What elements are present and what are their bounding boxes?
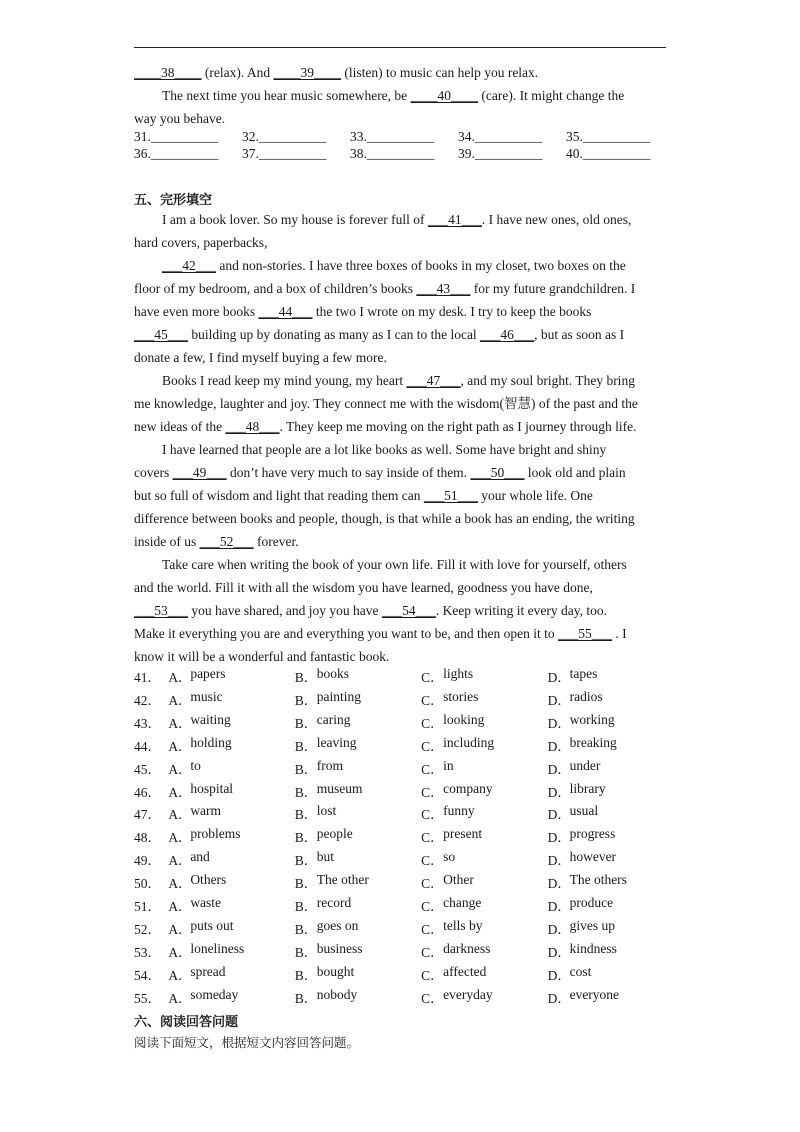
option-text: produce — [569, 895, 614, 910]
passage-text: Take care when writing the book of your own life. Fill it with love for yourself, others — [162, 557, 627, 572]
option-letter: A． — [168, 899, 192, 914]
passage-text: have even more books — [134, 304, 259, 319]
option-letter: B． — [294, 715, 318, 731]
option-letter: B． — [294, 761, 318, 777]
option-choice-a[interactable] — [168, 666, 294, 689]
option-text: loneliness — [190, 940, 245, 956]
option-letter: B． — [294, 876, 318, 892]
option-choice-a[interactable] — [168, 735, 294, 758]
option-text: progress — [569, 826, 616, 842]
passage-line — [134, 461, 666, 484]
option-text: usual — [569, 803, 599, 819]
option-text: waste — [190, 895, 222, 910]
option-choice-a[interactable] — [168, 712, 294, 735]
passage-line — [134, 484, 666, 507]
option-text: lights — [443, 666, 474, 681]
option-text: record — [316, 895, 352, 910]
passage-text: covers — [134, 465, 173, 480]
option-letter: C． — [421, 876, 444, 892]
option-letter: C． — [421, 761, 444, 777]
passage-line — [134, 323, 666, 346]
option-letter: A． — [168, 692, 192, 708]
option-letter: D． — [547, 670, 571, 685]
passage-line — [134, 507, 666, 530]
passage-line — [134, 553, 694, 576]
option-choice-a[interactable] — [168, 689, 294, 712]
cloze-blank[interactable]: ___51___ — [423, 488, 478, 503]
option-row — [134, 826, 674, 849]
option-choice-c[interactable] — [421, 849, 547, 872]
blank-38[interactable]: ____38____ — [134, 65, 202, 80]
option-text: goes on — [316, 917, 359, 933]
option-letter: D． — [547, 784, 571, 800]
question-number: 51． — [134, 899, 161, 914]
option-choice-b[interactable] — [295, 803, 421, 826]
cloze-blank[interactable]: ___48___ — [225, 419, 280, 434]
passage-text: look old and plain — [524, 465, 626, 480]
question-number: 54． — [134, 967, 161, 983]
option-text: looking — [443, 711, 485, 727]
question-number: 53． — [134, 944, 161, 960]
option-choice-a[interactable] — [168, 941, 294, 964]
option-choice-b[interactable] — [295, 781, 421, 804]
option-text: tells by — [443, 917, 483, 933]
answer-row — [134, 146, 674, 162]
answer-blank[interactable]: 38.__________ — [350, 146, 435, 161]
option-letter: D． — [547, 876, 571, 892]
option-letter: A． — [168, 784, 192, 800]
option-choice-b[interactable] — [295, 712, 421, 735]
option-letter: D． — [547, 761, 571, 777]
option-choice-c[interactable] — [421, 735, 547, 758]
cloze-blank[interactable]: ___45___ — [134, 327, 188, 342]
text-line: The next time you hear music somewhere, be ____40____ (care). It might change the — [134, 84, 694, 107]
option-text: The other — [316, 872, 369, 888]
option-choice-a[interactable] — [168, 758, 294, 781]
option-text: however — [569, 849, 617, 865]
option-letter: A． — [168, 830, 192, 846]
option-letter: D． — [547, 921, 571, 937]
option-choice-b[interactable] — [295, 872, 421, 895]
option-letter: B． — [294, 830, 318, 846]
option-letter: B． — [294, 967, 318, 983]
section-instruction: 阅读下面短文，根据短文内容回答问题。 — [134, 1035, 360, 1050]
passage-text: and the world. Fill it with all the wisdom you have learned, goodness you have done, — [134, 580, 593, 595]
option-text: so — [443, 849, 456, 865]
option-letter: A． — [168, 715, 192, 731]
option-choice-c[interactable] — [421, 666, 547, 689]
option-text: warm — [190, 803, 222, 819]
passage-text: . They keep me moving on the right path as I journey through life. — [279, 419, 637, 434]
option-choice-d[interactable] — [548, 712, 674, 735]
option-choice-a[interactable] — [168, 803, 294, 826]
passage-text: you have shared, and joy you have — [188, 603, 382, 618]
option-letter: D． — [547, 899, 571, 914]
passage-line — [134, 415, 666, 438]
option-letter: A． — [168, 921, 192, 937]
passage-text: your whole life. One — [477, 488, 593, 503]
question-number: 50． — [134, 876, 161, 892]
answer-blank[interactable]: 37.__________ — [242, 146, 327, 161]
option-text: leaving — [316, 734, 357, 750]
option-choice-d[interactable] — [548, 895, 674, 918]
passage-line — [134, 438, 694, 461]
option-letter: D． — [547, 830, 571, 846]
answer-blank[interactable]: 33.__________ — [350, 129, 435, 144]
option-letter: D． — [547, 967, 571, 983]
option-choice-a[interactable] — [168, 964, 294, 987]
option-letter: D． — [547, 944, 571, 960]
option-text: someday — [190, 986, 239, 1002]
option-text: darkness — [443, 940, 491, 956]
passage-text: inside of us — [134, 534, 200, 549]
passage-line — [134, 300, 666, 323]
option-text: in — [443, 757, 454, 773]
cloze-blank[interactable]: ___55___ — [558, 626, 613, 641]
option-text: bought — [316, 963, 355, 979]
option-letter: C． — [421, 990, 444, 1006]
option-row — [134, 918, 674, 941]
option-text: Others — [190, 872, 227, 888]
text-line: way you behave. — [134, 111, 226, 126]
option-choice-b[interactable] — [295, 666, 421, 689]
passage-line — [134, 599, 666, 622]
blank-40[interactable]: ____40____ — [410, 88, 479, 103]
passage-text: new ideas of the — [134, 419, 226, 434]
option-letter: B． — [294, 944, 318, 960]
option-letter: C． — [421, 944, 444, 960]
option-choice-c[interactable] — [421, 803, 547, 826]
option-text: radios — [569, 688, 603, 704]
option-choice-d[interactable] — [548, 803, 674, 826]
option-letter: B． — [294, 692, 318, 708]
option-letter: A． — [168, 761, 192, 777]
option-choice-b[interactable] — [295, 689, 421, 712]
option-text: change — [443, 895, 482, 910]
option-choice-b[interactable] — [295, 918, 421, 941]
option-choice-d[interactable] — [548, 758, 674, 781]
passage-text: donate a few, I find myself buying a few more. — [134, 350, 387, 365]
option-letter: A． — [168, 967, 192, 983]
passage-text: , and my soul bright. They bring — [460, 373, 635, 388]
option-text: including — [443, 734, 495, 750]
option-row — [134, 895, 674, 918]
option-text: company — [443, 780, 493, 796]
option-row — [134, 987, 674, 1010]
cloze-blank[interactable]: ___52___ — [199, 534, 254, 549]
option-letter: D． — [547, 738, 571, 754]
option-text: painting — [316, 688, 361, 704]
option-text: working — [569, 711, 615, 727]
option-choice-b[interactable] — [295, 826, 421, 849]
option-text: caring — [316, 711, 351, 727]
option-letter: D． — [547, 853, 571, 869]
passage-line — [134, 369, 694, 392]
option-letter: D． — [547, 692, 571, 708]
question-number: 46． — [134, 784, 161, 800]
section-title: 五、完形填空 — [134, 193, 213, 208]
option-choice-c[interactable] — [421, 826, 547, 849]
option-choice-c[interactable] — [421, 941, 547, 964]
option-text: people — [316, 826, 353, 842]
option-letter: D． — [547, 990, 571, 1006]
option-choice-d[interactable] — [548, 964, 674, 987]
question-number: 52． — [134, 921, 161, 937]
option-text: but — [316, 849, 334, 865]
cloze-blank[interactable]: ___41___ — [427, 212, 482, 227]
passage-text: forever. — [253, 534, 299, 549]
passage-text: I have learned that people are a lot like books as well. Some have bright and shiny — [162, 442, 607, 457]
option-choice-d[interactable] — [548, 689, 674, 712]
option-row — [134, 666, 674, 689]
passage-text: building up by donating as many as I can to the local — [188, 327, 481, 342]
option-choice-d[interactable] — [548, 941, 674, 964]
option-letter: B． — [294, 853, 318, 869]
option-choice-b[interactable] — [295, 895, 421, 918]
option-letter: A． — [168, 807, 192, 823]
option-text: to — [190, 757, 201, 773]
answer-blank[interactable]: 34.__________ — [458, 129, 543, 144]
option-letter: C． — [421, 853, 444, 869]
option-letter: B． — [294, 899, 318, 914]
option-letter: C． — [421, 830, 444, 846]
option-letter: C． — [421, 670, 444, 685]
passage-line — [134, 277, 666, 300]
passage-line — [134, 645, 666, 668]
cloze-blank[interactable]: ___50___ — [470, 465, 525, 480]
option-text: under — [569, 757, 601, 773]
option-text: music — [190, 688, 223, 704]
option-row — [134, 964, 674, 987]
option-choice-d[interactable] — [548, 849, 674, 872]
option-choice-d[interactable] — [548, 826, 674, 849]
option-letter: D． — [547, 807, 571, 823]
option-letter: A． — [168, 853, 192, 869]
question-number: 47． — [134, 807, 161, 823]
option-row — [134, 735, 674, 758]
option-letter: A． — [168, 876, 192, 892]
option-letter: C． — [421, 784, 444, 800]
option-row — [134, 781, 674, 804]
passage-line — [134, 576, 666, 599]
option-text: affected — [443, 963, 487, 979]
passage-line — [134, 622, 666, 645]
option-text: spread — [190, 963, 226, 979]
option-letter: B． — [294, 921, 318, 937]
option-letter: B． — [294, 738, 318, 754]
option-choice-b[interactable] — [295, 735, 421, 758]
option-choice-d[interactable] — [548, 987, 674, 1010]
option-text: waiting — [190, 711, 231, 727]
passage-line — [134, 392, 666, 415]
option-choice-b[interactable] — [295, 941, 421, 964]
cloze-blank[interactable]: ___43___ — [416, 281, 471, 296]
option-choice-c[interactable] — [421, 712, 547, 735]
option-row — [134, 941, 674, 964]
option-choice-c[interactable] — [421, 689, 547, 712]
option-choice-d[interactable] — [548, 781, 674, 804]
question-number: 55． — [134, 990, 161, 1006]
header-rule — [134, 47, 666, 48]
passage-line — [134, 254, 694, 277]
option-choice-c[interactable] — [421, 987, 547, 1010]
option-text: problems — [190, 826, 241, 842]
answer-blank[interactable]: 35.__________ — [566, 129, 651, 144]
passage-text: for my future grandchildren. I — [470, 281, 636, 296]
passage-text: but so full of wisdom and light that reading them can — [134, 488, 424, 503]
question-number: 44． — [134, 738, 161, 754]
option-choice-a[interactable] — [168, 849, 294, 872]
option-choice-b[interactable] — [295, 758, 421, 781]
question-number: 48． — [134, 830, 161, 846]
question-number: 42． — [134, 692, 161, 708]
option-text: from — [316, 757, 343, 773]
option-choice-a[interactable] — [168, 918, 294, 941]
option-letter: C． — [421, 921, 444, 937]
cloze-blank[interactable]: ___53___ — [134, 603, 188, 618]
option-text: funny — [443, 803, 475, 819]
option-text: books — [316, 666, 349, 681]
option-choice-d[interactable] — [548, 872, 674, 895]
option-letter: C． — [421, 715, 444, 731]
option-choice-c[interactable] — [421, 964, 547, 987]
passage-text: don’t have very much to say inside of them. — [226, 465, 471, 480]
option-text: tapes — [569, 666, 598, 681]
passage-text: . I — [612, 626, 627, 641]
option-text: everyone — [569, 986, 620, 1002]
answer-row — [134, 129, 674, 145]
option-row — [134, 803, 674, 826]
question-number: 45． — [134, 761, 161, 777]
option-choice-a[interactable] — [168, 781, 294, 804]
question-number: 43． — [134, 715, 161, 731]
option-text: gives up — [569, 917, 615, 933]
option-text: puts out — [190, 917, 234, 933]
passage-text: Make it everything you are and everything you want to be, and then open it to — [134, 626, 559, 641]
answer-blank[interactable]: 40.__________ — [566, 146, 651, 161]
cloze-blank[interactable]: ___49___ — [172, 465, 227, 480]
option-text: cost — [569, 963, 592, 979]
option-text: museum — [316, 780, 363, 796]
option-choice-a[interactable] — [168, 895, 294, 918]
cloze-blank[interactable]: ___54___ — [381, 603, 436, 618]
passage-line — [134, 208, 694, 231]
question-number: 41． — [134, 670, 161, 685]
option-letter: B． — [294, 990, 318, 1006]
option-text: nobody — [316, 986, 358, 1002]
answer-blank[interactable]: 39.__________ — [458, 146, 543, 161]
option-text: stories — [443, 688, 479, 704]
option-text: papers — [190, 666, 226, 681]
option-choice-c[interactable] — [421, 758, 547, 781]
option-choice-a[interactable] — [168, 826, 294, 849]
option-text: The others — [569, 872, 627, 888]
option-letter: B． — [294, 784, 318, 800]
option-choice-c[interactable] — [421, 781, 547, 804]
cloze-blank[interactable]: ___47___ — [406, 373, 461, 388]
option-text: breaking — [569, 734, 617, 750]
answer-blank[interactable]: 36.__________ — [134, 146, 219, 161]
option-letter: C． — [421, 807, 444, 823]
passage-text: I am a book lover. So my house is forever full of — [162, 212, 428, 227]
option-letter: C． — [421, 899, 444, 914]
option-text: and — [190, 849, 210, 865]
option-text: library — [569, 780, 606, 796]
option-text: Other — [443, 872, 474, 888]
answer-blank[interactable]: 31.__________ — [134, 129, 219, 144]
section-title: 六、阅读回答问题 — [134, 1015, 239, 1030]
passage-line — [134, 231, 666, 254]
option-letter: D． — [547, 715, 571, 731]
option-choice-d[interactable] — [548, 735, 674, 758]
option-letter: A． — [168, 944, 192, 960]
passage-text: difference between books and people, though, is that while a book has an ending, the writing — [134, 511, 635, 526]
option-choice-b[interactable] — [295, 987, 421, 1010]
option-letter: C． — [421, 738, 444, 754]
text-line: ____38____ (relax). And ____39____ (listen) to music can help you relax. — [134, 61, 666, 84]
passage-text: and non-stories. I have three boxes of books in my closet, two boxes on the — [216, 258, 626, 273]
option-row — [134, 758, 674, 781]
passage-text: floor of my bedroom, and a box of children’s books — [134, 281, 417, 296]
answer-blank[interactable]: 32.__________ — [242, 129, 327, 144]
option-choice-c[interactable] — [421, 895, 547, 918]
option-choice-d[interactable] — [548, 918, 674, 941]
option-choice-a[interactable] — [168, 872, 294, 895]
option-letter: C． — [421, 692, 444, 708]
question-number: 49． — [134, 853, 161, 869]
option-text: holding — [190, 734, 232, 750]
passage-line — [134, 346, 666, 369]
option-letter: B． — [294, 670, 318, 685]
option-choice-c[interactable] — [421, 872, 547, 895]
option-choice-a[interactable] — [168, 987, 294, 1010]
passage-text: . I have new ones, old ones, — [481, 212, 632, 227]
option-text: business — [316, 940, 363, 956]
cloze-blank[interactable]: ___42___ — [162, 258, 216, 273]
passage-text: the two I wrote on my desk. I try to keep the books — [312, 304, 592, 319]
option-letter: A． — [168, 990, 192, 1006]
passage-text: know it will be a wonderful and fantastic book. — [134, 649, 390, 664]
passage-text: . Keep writing it every day, too. — [435, 603, 608, 618]
option-row — [134, 712, 674, 735]
option-choice-b[interactable] — [295, 849, 421, 872]
option-letter: A． — [168, 738, 192, 754]
passage-text: , but as soon as I — [534, 327, 625, 342]
option-letter: C． — [421, 967, 444, 983]
passage-line — [134, 530, 666, 553]
option-text: lost — [316, 803, 337, 819]
option-choice-b[interactable] — [295, 964, 421, 987]
passage-text: me knowledge, laughter and joy. They connect me with the wisdom(智慧) of the past and the — [134, 396, 638, 411]
option-row — [134, 689, 674, 712]
option-row — [134, 849, 674, 872]
option-letter: B． — [294, 807, 318, 823]
option-choice-c[interactable] — [421, 918, 547, 941]
cloze-blank[interactable]: ___46___ — [480, 327, 535, 342]
cloze-blank[interactable]: ___44___ — [258, 304, 313, 319]
option-letter: A． — [168, 670, 192, 685]
option-row — [134, 872, 674, 895]
blank-39[interactable]: ____39____ — [273, 65, 341, 80]
option-text: hospital — [190, 780, 234, 796]
option-choice-d[interactable] — [548, 666, 674, 689]
option-text: present — [443, 826, 483, 842]
option-text: everyday — [443, 986, 493, 1002]
option-text: kindness — [569, 940, 617, 956]
passage-text: Books I read keep my mind young, my heart — [162, 373, 407, 388]
passage-text: hard covers, paperbacks, — [134, 235, 268, 250]
